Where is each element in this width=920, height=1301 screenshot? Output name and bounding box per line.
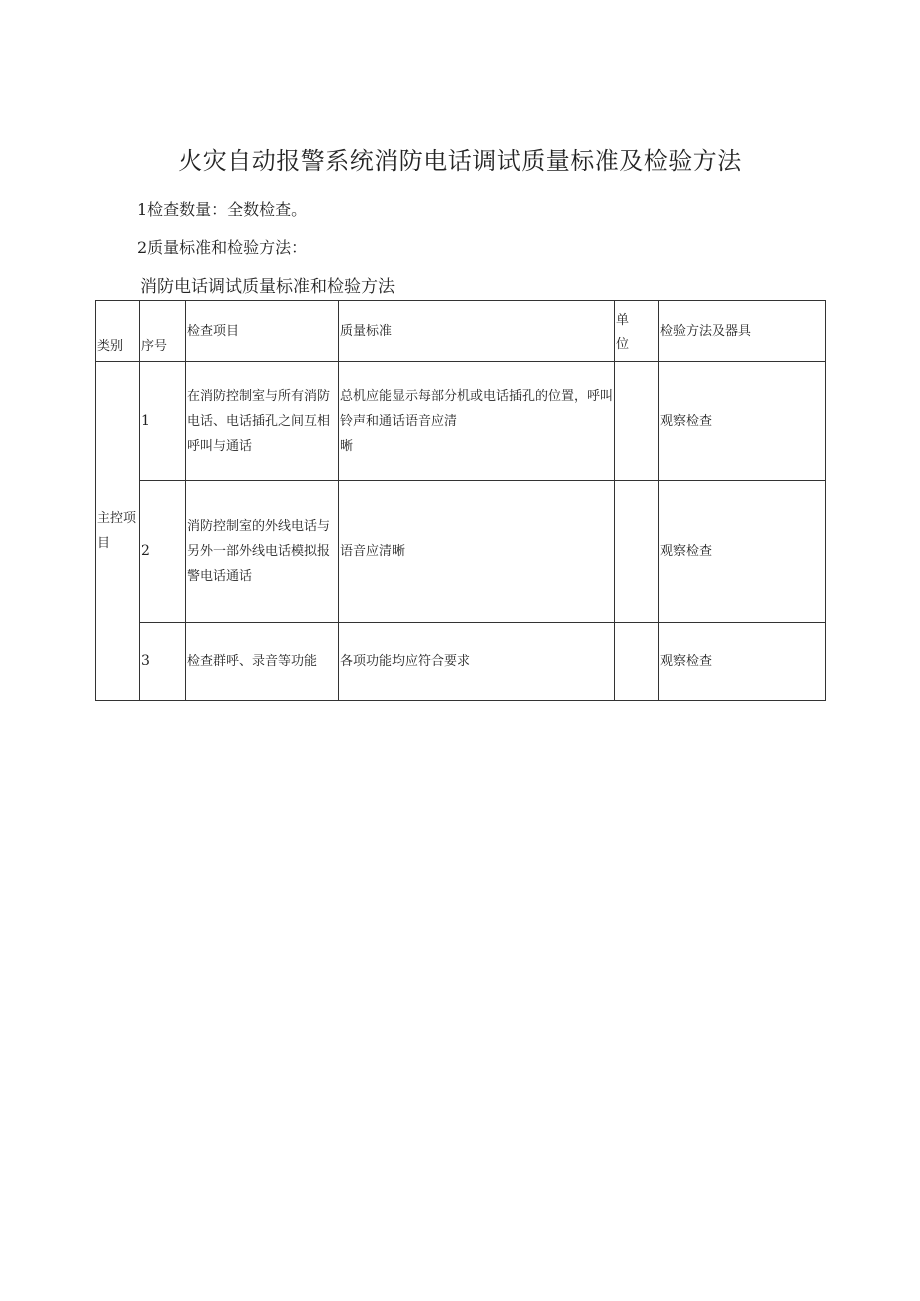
header-method: 检验方法及器具 xyxy=(659,301,826,362)
inspection-table xyxy=(95,300,826,701)
unit-cell xyxy=(615,362,659,481)
category-cell: 主控项目 xyxy=(96,362,140,701)
header-category: 类别 xyxy=(96,301,140,362)
header-standard: 质量标准 xyxy=(339,301,615,362)
document-title: 火灾自动报警系统消防电话调试质量标准及检验方法 xyxy=(178,147,742,175)
standard-cell: 语音应清晰 xyxy=(339,481,615,623)
item-cell: 在消防控制室与所有消防电话、电话插孔之间互相呼叫与通话 xyxy=(186,362,339,481)
header-unit xyxy=(615,301,659,362)
table-row xyxy=(96,623,826,701)
method-cell: 观察检查 xyxy=(659,481,826,623)
standard-text: 总机应能显示每部分机或电话插孔的位置，呼叫铃声和通话语音应清 xyxy=(340,388,614,429)
item-cell: 检查群呼、录音等功能 xyxy=(186,623,339,701)
standard-cell xyxy=(339,362,615,481)
inspection-quantity-line: 1检查数量：全数检查。 xyxy=(137,200,308,219)
table-row xyxy=(96,362,826,481)
seq-cell: 3 xyxy=(140,623,186,701)
unit-cell xyxy=(615,481,659,623)
header-unit-line2: 位 xyxy=(616,337,630,352)
unit-cell xyxy=(615,623,659,701)
standard-cell: 各项功能均应符合要求 xyxy=(339,623,615,701)
table-row xyxy=(96,481,826,623)
header-item: 检查项目 xyxy=(186,301,339,362)
header-unit-line1: 单 xyxy=(616,313,630,328)
header-seq: 序号 xyxy=(140,301,186,362)
quality-standard-line: 2质量标准和检验方法： xyxy=(137,238,308,257)
table-caption: 消防电话调试质量标准和检验方法 xyxy=(140,277,395,297)
method-cell: 观察检查 xyxy=(659,362,826,481)
seq-cell: 1 xyxy=(140,362,186,481)
table-header-row xyxy=(96,301,826,362)
seq-cell: 2 xyxy=(140,481,186,623)
standard-text-continued: 晰 xyxy=(340,438,354,454)
method-cell: 观察检查 xyxy=(659,623,826,701)
item-cell: 消防控制室的外线电话与另外一部外线电话模拟报警电话通话 xyxy=(186,481,339,623)
